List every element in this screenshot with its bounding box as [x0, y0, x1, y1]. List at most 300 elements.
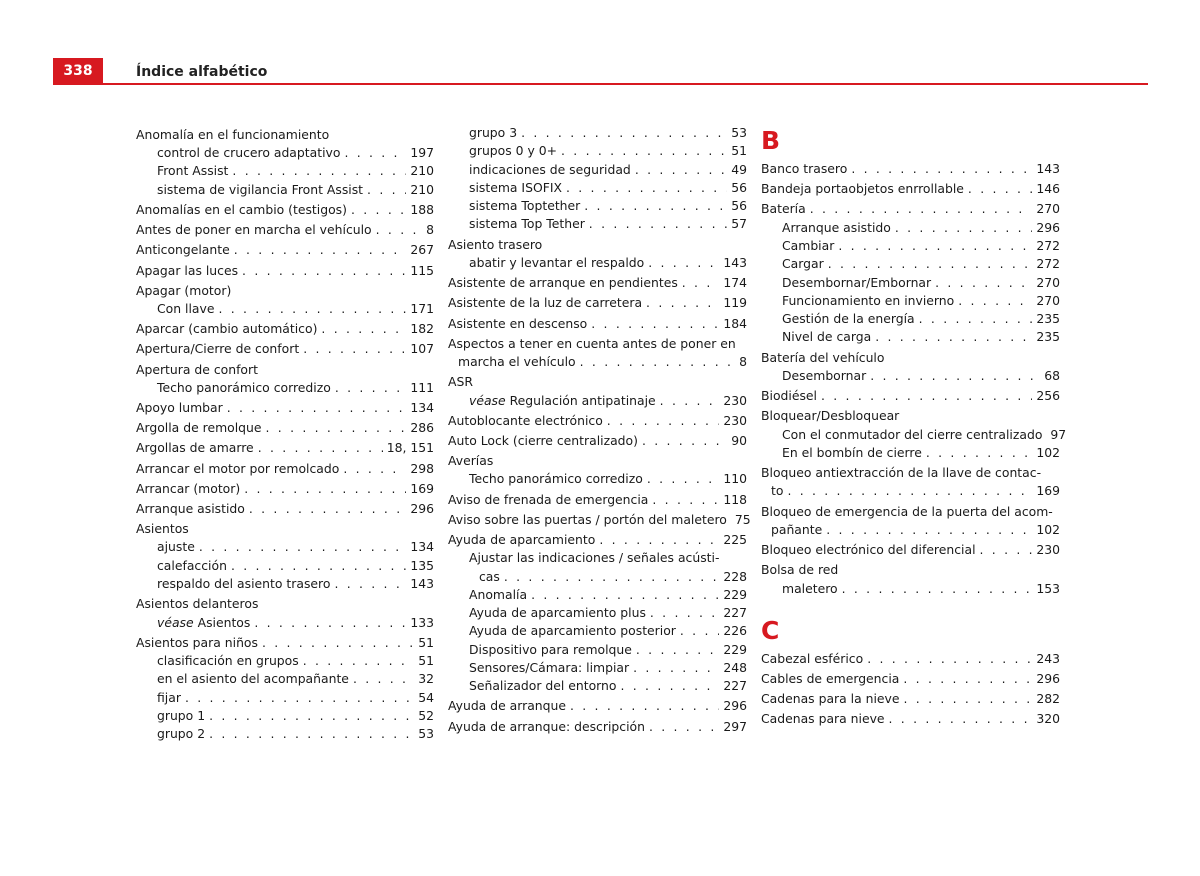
entry-label: pañante: [771, 521, 823, 537]
dot-leader: [851, 160, 1032, 178]
entry-label: [469, 392, 656, 410]
page-reference: 53: [731, 125, 747, 140]
page-reference: 286: [410, 420, 434, 436]
entry-label: Anomalías en el cambio (testigos): [136, 201, 347, 217]
page-reference: 272: [1036, 256, 1060, 272]
dot-leader: [842, 580, 1033, 598]
page-reference: 270: [1036, 292, 1060, 308]
entry-label: marcha el vehículo: [458, 354, 576, 370]
page-reference: 197: [410, 145, 434, 161]
dot-leader: [584, 197, 727, 215]
index-entry: [136, 320, 434, 338]
dot-leader: [682, 274, 720, 292]
entry-label: Funcionamiento en invierno: [782, 292, 955, 308]
dot-leader: [828, 255, 1033, 273]
entry-label: grupo 3: [469, 125, 518, 140]
entry-label: Bandeja portaobjetos enrrollable: [761, 181, 964, 197]
page-reference: 111: [410, 379, 434, 395]
dot-leader: [266, 419, 407, 437]
dot-leader: [635, 161, 727, 179]
index-subentry: [448, 470, 747, 488]
entry-label: Sensores/Cámara: limpiar: [469, 660, 630, 675]
index-entry: [448, 315, 747, 333]
entry-label: Cables de emergencia: [761, 671, 900, 687]
index-entry: [136, 480, 434, 498]
dot-leader: [904, 690, 1033, 708]
index-entry: [761, 503, 1060, 540]
index-subentry: [448, 215, 747, 233]
index-entry: [448, 335, 747, 372]
page-reference: 229: [723, 586, 747, 602]
index-entry: [136, 500, 434, 518]
entry-label: Techo panorámico corredizo: [157, 379, 331, 395]
dot-leader: [646, 294, 719, 312]
index-entry: [136, 340, 434, 358]
dot-leader: [968, 180, 1032, 198]
index-subentry: [761, 367, 1060, 385]
entry-label: Argollas de amarre: [136, 440, 254, 456]
index-entry: [136, 419, 434, 437]
page-title: Índice alfabético: [136, 64, 268, 80]
dot-leader: [561, 142, 727, 160]
page-reference: 296: [410, 501, 434, 516]
see-reference: véase: [469, 392, 506, 408]
index-entry: [136, 595, 434, 613]
dot-leader: [919, 310, 1033, 328]
index-entry: [448, 511, 751, 529]
dot-leader: [648, 254, 719, 272]
index-entry: [761, 387, 1060, 405]
dot-leader: [607, 412, 720, 430]
dot-leader: [262, 634, 414, 652]
entry-label: grupos 0 y 0+: [469, 143, 558, 159]
dot-leader: [821, 387, 1032, 405]
dot-leader: [580, 353, 735, 371]
page-reference: 226: [723, 623, 747, 639]
dot-leader: [680, 622, 719, 640]
dot-leader: [599, 531, 719, 549]
entry-label: Apertura de confort: [136, 361, 258, 377]
index-subentry: [448, 586, 747, 604]
index-entry: [136, 282, 434, 300]
page-reference: 298: [410, 460, 434, 476]
page-reference: 182: [410, 321, 434, 337]
index-subentry: [136, 538, 434, 556]
page-reference: 118: [723, 491, 747, 507]
header-rule: [53, 83, 1148, 85]
index-entry: [448, 697, 747, 715]
page-reference: 110: [723, 471, 747, 487]
entry-label: Apoyo lumbar: [136, 400, 223, 416]
entry-label: cas: [479, 568, 500, 584]
index-entry: [761, 407, 1060, 425]
entry-label: grupo 2: [157, 726, 206, 742]
index-subentry: [136, 181, 434, 199]
dot-leader: [321, 320, 406, 338]
entry-label: Asistente en descenso: [448, 315, 588, 331]
entry-label: fijar: [157, 689, 181, 705]
page-reference: 56: [731, 179, 747, 195]
entry-label: clasificación en grupos: [157, 653, 299, 669]
entry-label: Anomalía: [469, 586, 528, 602]
page-reference: 174: [723, 275, 747, 291]
index-entry: [761, 160, 1060, 178]
entry-label: sistema Top Tether: [469, 216, 585, 232]
dot-leader: [870, 367, 1040, 385]
page-reference: 57: [731, 216, 747, 232]
dot-leader: [234, 241, 407, 259]
entry-label: Cabezal esférico: [761, 650, 864, 666]
index-entry: [136, 241, 434, 259]
entry-label: Desembornar: [782, 367, 867, 383]
page-reference: 297: [723, 718, 747, 734]
dot-leader: [642, 432, 727, 450]
dot-leader: [227, 399, 407, 417]
dot-leader: [826, 521, 1032, 539]
page-reference: 248: [723, 660, 747, 675]
dot-leader: [980, 541, 1033, 559]
page-reference: 115: [410, 262, 434, 278]
index-entry: [448, 491, 747, 509]
entry-label: Asistente de arranque en pendientes: [448, 275, 678, 291]
index-entry: [448, 432, 747, 450]
dot-leader: [903, 670, 1032, 688]
page-reference: 270: [1036, 201, 1060, 217]
entry-text: Regulación antipatinaje: [509, 392, 656, 408]
page-reference: 56: [731, 198, 747, 214]
index-entry: [136, 361, 434, 379]
index-subentry: [448, 392, 747, 410]
index-entry: [448, 236, 747, 254]
dot-leader: [232, 162, 406, 180]
page-reference: 270: [1036, 274, 1060, 290]
page-reference: 8: [426, 222, 434, 238]
index-entry: [448, 412, 747, 430]
page-reference: 107: [410, 341, 434, 357]
entry-label: Bloquear/Desbloquear: [761, 408, 900, 424]
index-entry: [136, 399, 434, 417]
index-subentry: [761, 310, 1060, 328]
dot-leader: [504, 568, 719, 586]
entry-label: Ayuda de aparcamiento posterior: [469, 623, 676, 639]
page-reference: 51: [731, 143, 747, 159]
index-section-letter: B: [761, 126, 781, 155]
entry-label: Asiento trasero: [448, 236, 543, 252]
index-entry: [448, 531, 747, 549]
index-entry: [761, 349, 1060, 367]
entry-label: Arrancar el motor por remolcado: [136, 460, 340, 476]
dot-leader: [209, 725, 414, 743]
page-reference: 133: [410, 614, 434, 630]
index-subentry: [448, 604, 747, 622]
index-entry: [761, 200, 1060, 218]
entry-label: Ayuda de aparcamiento plus: [469, 605, 646, 621]
entry-label: Arranque asistido: [136, 501, 245, 516]
dot-leader: [935, 274, 1032, 292]
page-reference: 267: [410, 242, 434, 258]
index-subentry: [448, 549, 747, 586]
dot-leader: [335, 379, 407, 397]
page-reference: 230: [723, 412, 747, 428]
dot-leader: [244, 480, 406, 498]
entry-label: Ayuda de arranque: descripción: [448, 718, 645, 734]
entry-label: Asistente de la luz de carretera: [448, 295, 643, 311]
page-reference: 169: [410, 480, 434, 496]
entry-label: ajuste: [157, 539, 195, 555]
dot-leader: [303, 340, 406, 358]
entry-label: Arrancar (motor): [136, 480, 241, 496]
index-subentry: [761, 328, 1060, 346]
index-entry: [761, 561, 1060, 579]
page-reference: 18, 151: [386, 440, 434, 456]
index-entry: [136, 634, 434, 652]
entry-label: Antes de poner en marcha el vehículo: [136, 222, 372, 238]
index-subentry: [448, 677, 747, 695]
entry-label: to: [771, 483, 784, 499]
index-entry: [448, 274, 747, 292]
index-column-2: [448, 124, 751, 736]
page-reference: 53: [418, 726, 434, 742]
entry-label: control de crucero adaptativo: [157, 145, 341, 161]
page-reference: 282: [1036, 691, 1060, 707]
index-subentry: [448, 254, 747, 272]
page-reference: 169: [1036, 483, 1060, 499]
page-reference: 230: [1036, 542, 1060, 558]
index-entry: [136, 460, 434, 478]
entry-label: Apertura/Cierre de confort: [136, 341, 300, 357]
dot-leader: [258, 439, 383, 457]
index-subentry: [136, 652, 434, 670]
index-entry: [761, 690, 1060, 708]
index-entry: [761, 650, 1060, 668]
page-reference: 225: [723, 531, 747, 547]
entry-label: Argolla de remolque: [136, 420, 262, 436]
index-subentry: [136, 614, 434, 632]
dot-leader: [185, 689, 414, 707]
entry-label: Bloqueo electrónico del diferencial: [761, 542, 976, 558]
page-reference: 256: [1036, 388, 1060, 404]
dot-leader: [652, 491, 719, 509]
index-entry: [761, 670, 1060, 688]
page-reference: 227: [723, 605, 747, 621]
page-reference: 320: [1036, 711, 1060, 727]
dot-leader: [531, 586, 719, 604]
index-subentry: [761, 274, 1060, 292]
index-subentry: [761, 580, 1060, 598]
entry-label: sistema de vigilancia Front Assist: [157, 181, 364, 197]
dot-leader: [926, 444, 1032, 462]
entry-label: Ayuda de arranque: [448, 698, 566, 714]
index-entry: [448, 718, 747, 736]
page-reference: 97: [1050, 426, 1067, 442]
dot-leader: [889, 710, 1033, 728]
index-column-1: [136, 124, 434, 744]
dot-leader: [589, 215, 727, 233]
dot-leader: [376, 221, 422, 239]
page-reference: 296: [1036, 219, 1060, 235]
page-number: 338: [53, 58, 103, 85]
index-subentry: [448, 161, 747, 179]
entry-label: indicaciones de seguridad: [469, 161, 631, 177]
index-subentry: [136, 725, 434, 743]
page-reference: 32: [418, 671, 434, 687]
index-subentry: [448, 622, 747, 640]
dot-leader: [199, 538, 407, 556]
page-reference: 143: [1036, 161, 1060, 176]
entry-label: Señalizador del entorno: [469, 678, 617, 694]
entry-label: Banco trasero: [761, 161, 848, 176]
page-reference: 68: [1044, 367, 1060, 383]
index-entry: [448, 294, 747, 312]
page-reference: 143: [410, 576, 434, 592]
dot-leader: [636, 641, 719, 659]
index-subentry: [136, 557, 434, 575]
index-entry: [448, 373, 747, 391]
entry-label: Dispositivo para remolque: [469, 641, 632, 657]
page-reference: 272: [1036, 237, 1060, 253]
entry-label: calefacción: [157, 557, 227, 573]
page-reference: 188: [410, 201, 434, 217]
entry-label: Batería del vehículo: [761, 349, 885, 365]
entry-label: Aparcar (cambio automático): [136, 321, 318, 337]
dot-leader: [353, 670, 414, 688]
page-reference: 296: [723, 698, 747, 714]
page-reference: 243: [1036, 650, 1060, 666]
index-subentry: [448, 659, 747, 677]
entry-label: Aviso sobre las puertas / portón del maletero: [448, 511, 727, 527]
index-entry: [448, 452, 747, 470]
page-reference: 227: [723, 678, 747, 694]
dot-leader: [254, 614, 406, 632]
page-reference: 52: [418, 707, 434, 723]
index-subentry: [761, 292, 1060, 310]
entry-label: ASR: [448, 374, 473, 390]
index-entry: [761, 464, 1060, 501]
entry-label: Aviso de frenada de emergencia: [448, 491, 649, 507]
page-reference: 134: [410, 400, 434, 416]
entry-label: Biodiésel: [761, 388, 817, 404]
page-reference: 228: [723, 568, 747, 584]
entry-label: Techo panorámico corredizo: [469, 471, 643, 487]
entry-label: Apagar (motor): [136, 282, 232, 298]
entry-label: Gestión de la energía: [782, 311, 915, 327]
page-reference: 135: [410, 557, 434, 573]
page-reference: 230: [723, 392, 747, 408]
page-reference: 51: [418, 653, 434, 669]
page-reference: 210: [410, 181, 434, 197]
dot-leader: [650, 604, 719, 622]
dot-leader: [838, 237, 1032, 255]
index-subentry: [136, 670, 434, 688]
index-subentry: [136, 379, 434, 397]
entry-label: Cambiar: [782, 237, 835, 253]
entry-label: abatir y levantar el respaldo: [469, 254, 645, 270]
page-reference: 210: [410, 163, 434, 179]
index-subentry: [761, 219, 1060, 237]
page-reference: 49: [731, 161, 747, 177]
index-entry: [136, 201, 434, 219]
index-subentry: [448, 142, 747, 160]
dot-leader: [566, 179, 727, 197]
index-subentry: [136, 162, 434, 180]
page-reference: 119: [723, 295, 747, 311]
dot-leader: [231, 557, 406, 575]
entry-label: En el bombín de cierre: [782, 444, 922, 460]
index-subentry: [761, 426, 1067, 444]
page-reference: 134: [410, 539, 434, 555]
page-reference: 102: [1036, 521, 1060, 537]
entry-label: Batería: [761, 201, 806, 217]
index-entry: [136, 221, 434, 239]
entry-label: Asientos delanteros: [136, 596, 259, 612]
index-subentry: [136, 300, 434, 318]
index-subentry: [448, 641, 747, 659]
dot-leader: [895, 219, 1032, 237]
index-subentry: [136, 707, 434, 725]
index-subentry: [761, 237, 1060, 255]
dot-leader: [351, 201, 406, 219]
entry-label: Bloqueo antiextracción de la llave de contac-: [761, 465, 1042, 481]
entry-label: Autoblocante electrónico: [448, 412, 603, 428]
entry-label: maletero: [782, 580, 838, 596]
dot-leader: [570, 697, 719, 715]
dot-leader: [787, 482, 1032, 500]
dot-leader: [867, 650, 1032, 668]
entry-label: grupo 1: [157, 707, 206, 723]
index-entry: [761, 541, 1060, 559]
entry-label: sistema Toptether: [469, 198, 581, 214]
page-reference: 235: [1036, 311, 1060, 327]
entry-label: Averías: [448, 453, 494, 469]
dot-leader: [344, 144, 406, 162]
entry-label: Con llave: [157, 301, 215, 317]
dot-leader: [334, 575, 406, 593]
entry-label: Desembornar/Embornar: [782, 274, 932, 290]
dot-leader: [810, 200, 1033, 218]
page-reference: 296: [1036, 671, 1060, 687]
dot-leader: [647, 470, 720, 488]
page-reference: 171: [410, 301, 434, 317]
page-reference: 235: [1036, 329, 1060, 345]
index-subentry: [448, 124, 747, 142]
dot-leader: [521, 124, 727, 142]
entry-label: Bloqueo de emergencia de la puerta del acom-: [761, 503, 1053, 519]
index-entry: [136, 439, 434, 457]
dot-leader: [621, 677, 720, 695]
entry-label: Ajustar las indicaciones / señales acústi-: [469, 550, 720, 566]
dot-leader: [633, 659, 719, 677]
dot-leader: [591, 315, 719, 333]
index-subentry: [136, 144, 434, 162]
entry-label: Nivel de carga: [782, 329, 872, 345]
page-reference: 143: [723, 254, 747, 270]
index-subentry: [136, 575, 434, 593]
entry-label: Cargar: [782, 256, 824, 272]
index-column-3: [761, 124, 1067, 729]
entry-label: Ayuda de aparcamiento: [448, 531, 596, 547]
dot-leader: [367, 181, 406, 199]
page-reference: 102: [1036, 444, 1060, 460]
entry-label: Front Assist: [157, 163, 229, 179]
index-subentry: [761, 444, 1060, 462]
index-subentry: [448, 197, 747, 215]
dot-leader: [875, 328, 1032, 346]
dot-leader: [343, 460, 406, 478]
page-reference: 8: [739, 354, 747, 370]
entry-label: sistema ISOFIX: [469, 179, 562, 195]
entry-label: Arranque asistido: [782, 219, 891, 235]
index-entry: [136, 520, 434, 538]
